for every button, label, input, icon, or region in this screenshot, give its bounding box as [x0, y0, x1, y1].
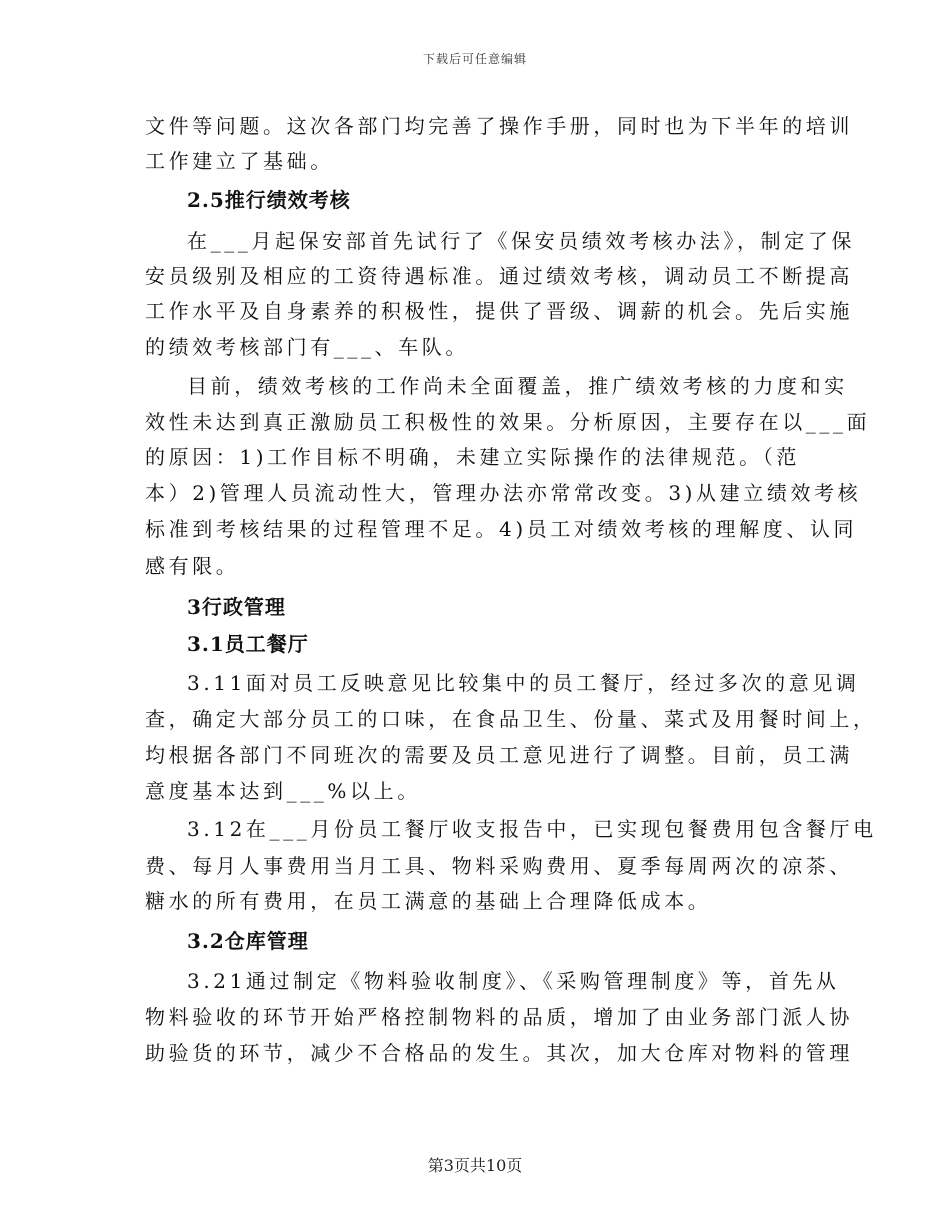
text-line: 意度基本达到___%以上。 [145, 779, 421, 803]
section-heading-3: 3行政管理 [187, 595, 286, 619]
text-line: 效性未达到真正激励员工积极性的效果。分析原因，主要存在以___面 [145, 410, 871, 434]
section-heading-3-1: 3.1员工餐厅 [187, 632, 309, 656]
text-line: 3.12在___月份员工餐厅收支报告中，已实现包餐费用包含餐厅电 [187, 817, 877, 841]
text-line: 物料验收的环节开始严格控制物料的品质，增加了由业务部门派人协 [145, 1005, 853, 1029]
text-line: 在___月起保安部首先试行了《保安员绩效考核办法》，制定了保 [187, 229, 855, 253]
text-line: 均根据各部门不同班次的需要及员工意见进行了调整。目前，员工满 [145, 743, 853, 767]
page-header: 下载后可任意编辑 [422, 52, 527, 66]
text-line: 糖水的所有费用，在员工满意的基础上合理降低成本。 [145, 889, 712, 913]
text-line: 标准到考核结果的过程管理不足。4)员工对绩效考核的理解度、认同 [145, 517, 858, 541]
text-line: 3.21通过制定《物料验收制度》、《采购管理制度》等，首先从 [187, 969, 840, 993]
text-line: 3.11面对员工反映意见比较集中的员工餐厅，经过多次的意见调 [187, 671, 860, 695]
section-heading-3-2: 3.2仓库管理 [187, 929, 309, 953]
text-line: 工作建立了基础。 [145, 149, 334, 173]
text-line: 本）2)管理人员流动性大，管理办法亦常常改变。3)从建立绩效考核 [145, 481, 862, 505]
text-line: 工作水平及自身素养的积极性，提供了晋级、调薪的机会。先后实施 [145, 299, 853, 323]
text-line: 助验货的环节，减少不合格品的发生。其次，加大仓库对物料的管理 [145, 1041, 853, 1065]
text-line: 的绩效考核部门有___、车队。 [145, 335, 469, 359]
text-line: 查，确定大部分员工的口味，在食品卫生、份量、菜式及用餐时间上， [145, 707, 877, 731]
text-line: 费、每月人事费用当月工具、物料采购费用、夏季每周两次的凉茶、 [145, 854, 853, 878]
text-line: 目前，绩效考核的工作尚未全面覆盖，推广绩效考核的力度和实 [187, 374, 848, 398]
page-number-footer: 第3页共10页 [427, 1156, 523, 1175]
text-line: 感有限。 [145, 554, 240, 578]
text-line: 的原因：1)工作目标不明确，未建立实际操作的法律规范。（范 [145, 445, 800, 469]
section-heading-2-5: 2.5推行绩效考核 [187, 188, 351, 212]
text-line: 文件等问题。这次各部门均完善了操作手册，同时也为下半年的培训 [145, 114, 853, 138]
text-line: 安员级别及相应的工资待遇标准。通过绩效考核，调动员工不断提高 [145, 264, 853, 288]
